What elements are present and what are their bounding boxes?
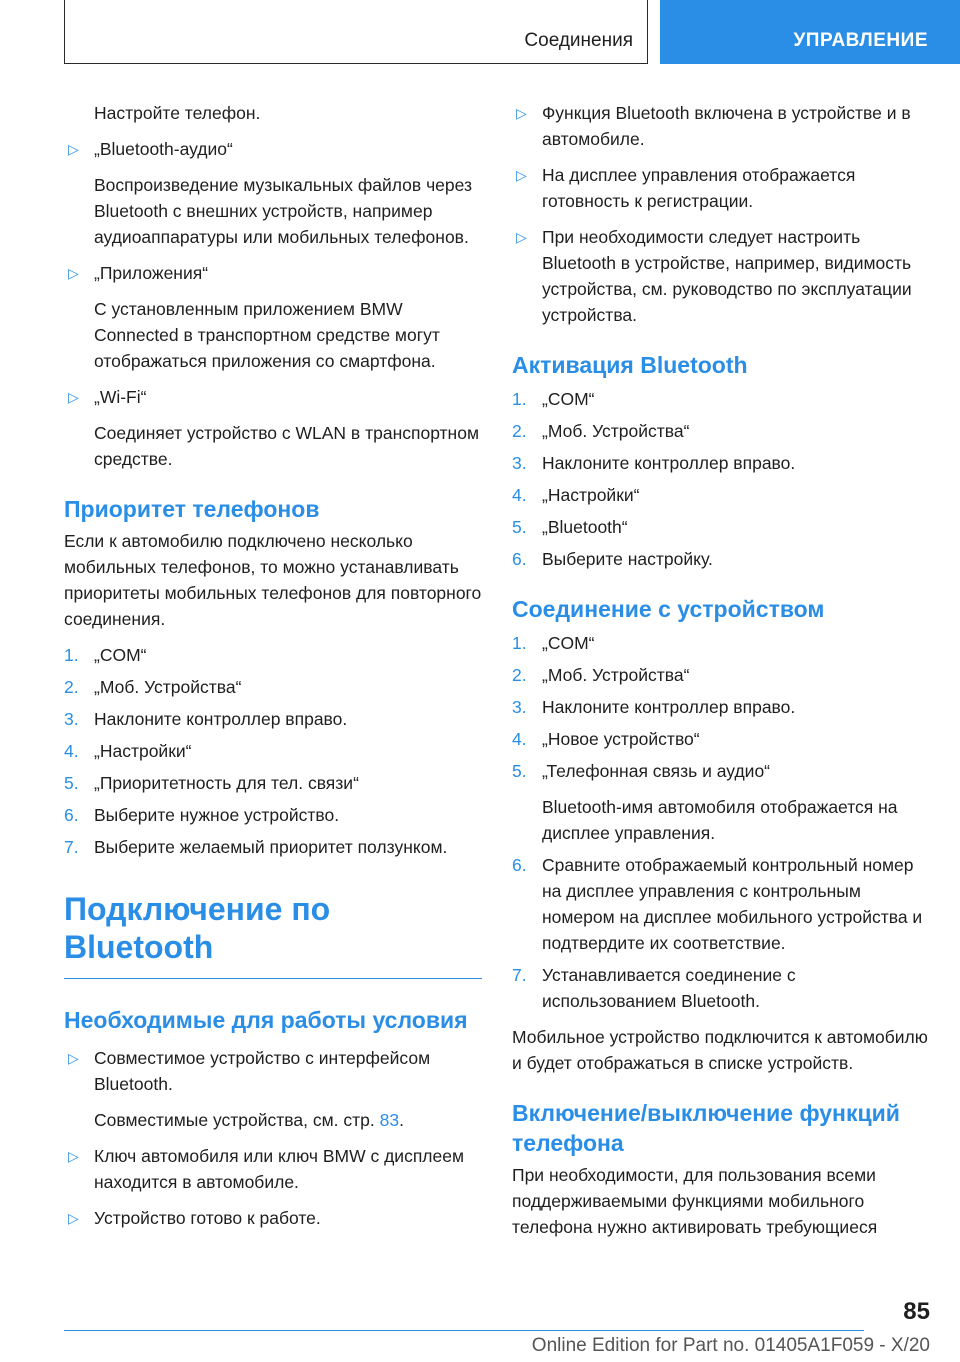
triangle-bullet-icon: ▷ (68, 389, 79, 405)
right-column (512, 100, 932, 1240)
list-item (512, 514, 932, 540)
list-item (512, 962, 932, 1014)
compat-text: Совместимые устройства, см. стр. (94, 1110, 375, 1130)
option-label: „Wi-Fi“ (94, 387, 147, 407)
step-text: „Приоритетность для тел. связи“ (94, 773, 359, 793)
header-chapter-tab (660, 0, 960, 64)
list-item (64, 802, 482, 828)
step-number: 2. (512, 665, 527, 685)
option-desc: Соединяет устройство с WLAN в транспортном средстве. (94, 423, 479, 469)
page-number: 85 (903, 1298, 930, 1325)
toggle-heading: Включение/выключение функций телефона (512, 1100, 900, 1156)
step-text: Выберите настройку. (542, 549, 713, 569)
triangle-bullet-icon: ▷ (516, 167, 527, 183)
list-item (64, 260, 482, 374)
step-number: 1. (64, 645, 79, 665)
step-number: 5. (512, 761, 527, 781)
step-number: 3. (64, 709, 79, 729)
step-number: 4. (512, 485, 527, 505)
intro-text: Настройте телефон. (94, 103, 261, 123)
step-text: „Настройки“ (94, 741, 192, 761)
step-number: 5. (64, 773, 79, 793)
list-item (64, 1045, 482, 1133)
step-text: Наклоните контроллер вправо. (94, 709, 348, 729)
step-text: Устанавливается соединение с использованием Bluetooth. (542, 965, 796, 1011)
list-item (512, 726, 932, 752)
step-text: Наклоните контроллер вправо. (542, 453, 796, 473)
priority-text: Если к автомобилю подключено несколько мобильных телефонов, то можно устанавливать приоритеты мобильных телефонов для повторного соединения. (64, 531, 482, 629)
step-text: „COM“ (542, 389, 595, 409)
list-item (64, 1205, 482, 1231)
step-number: 1. (512, 389, 527, 409)
step-text: „Моб. Устройства“ (94, 677, 242, 697)
main-heading (64, 890, 482, 979)
connect-result: Мобильное устройство подключится к автомобилю и будет отображаться в списке устройств. (512, 1027, 928, 1073)
list-item (512, 162, 932, 214)
step-number: 4. (64, 741, 79, 761)
list-item (512, 852, 932, 956)
list-item (512, 100, 932, 152)
list-item (64, 136, 482, 250)
list-item (512, 694, 932, 720)
requirement-text: Устройство готово к работе. (94, 1208, 321, 1228)
connect-heading: Соединение с устройством (512, 596, 825, 622)
list-item (64, 642, 482, 668)
activation-steps (512, 386, 932, 572)
list-item (64, 738, 482, 764)
step-text: Выберите нужное устройство. (94, 805, 340, 825)
step-text: „Bluetooth“ (542, 517, 628, 537)
page-link[interactable]: 83 (379, 1110, 400, 1130)
step-text: „COM“ (542, 633, 595, 653)
requirement-text: Совместимое устройство с интерфейсом Bluetooth. (94, 1048, 431, 1094)
toggle-text: При необходимости, для пользования всеми поддерживаемыми функциями мобильного телефона нужно активировать требующиеся (512, 1165, 878, 1237)
requirement-text: На дисплее управления отображается готовность к регистрации. (542, 165, 856, 211)
step-number: 5. (512, 517, 527, 537)
header-section-title: Соединения (524, 30, 633, 51)
main-heading-line-2: Bluetooth (64, 929, 214, 965)
step-number: 7. (512, 965, 527, 985)
footer-text: Online Edition for Part no. 01405A1F059 - X/20 (531, 1335, 930, 1356)
list-item (512, 386, 932, 412)
triangle-bullet-icon: ▷ (68, 1050, 79, 1066)
option-label: „Приложения“ (94, 263, 209, 283)
list-item (64, 384, 482, 472)
list-item (512, 224, 932, 328)
triangle-bullet-icon: ▷ (68, 1148, 79, 1164)
list-item (64, 674, 482, 700)
header-chapter-title: УПРАВЛЕНИЕ (793, 30, 928, 51)
list-item (512, 418, 932, 444)
footer-divider (64, 1330, 864, 1331)
triangle-bullet-icon: ▷ (516, 105, 527, 121)
step-number: 2. (512, 421, 527, 441)
step-text: „COM“ (94, 645, 147, 665)
step-number: 4. (512, 729, 527, 749)
requirements-heading: Необходимые для работы условия (64, 1007, 468, 1033)
step-text: Сравните отображаемый контрольный номер на дисплее управления с контрольным номером на дисплее мобильного устройства и подтвердите их соответствие. (542, 855, 923, 953)
step-text: „Настройки“ (542, 485, 640, 505)
priority-heading: Приоритет телефонов (64, 496, 320, 522)
list-item (64, 834, 482, 860)
triangle-bullet-icon: ▷ (68, 141, 79, 157)
activation-heading: Активация Bluetooth (512, 352, 748, 378)
main-heading-line-1: Подключение по (64, 891, 331, 927)
compat-end: . (399, 1110, 404, 1130)
connect-steps (512, 630, 932, 1014)
step-text: „Новое устройство“ (542, 729, 700, 749)
requirement-text: При необходимости следует настроить Bluetooth в устройстве, например, видимость устройства, см. руководство по эксплуатации устройства. (542, 227, 912, 325)
list-item (512, 546, 932, 572)
list-item (512, 482, 932, 508)
step-number: 3. (512, 453, 527, 473)
step-number: 6. (512, 855, 527, 875)
option-desc: Воспроизведение музыкальных файлов через Bluetooth с внешних устройств, например аудиоаппаратуры или мобильных телефонов. (94, 175, 473, 247)
list-item (64, 770, 482, 796)
step-text: Наклоните контроллер вправо. (542, 697, 796, 717)
step-number: 6. (512, 549, 527, 569)
list-item (512, 758, 932, 846)
step-number: 6. (64, 805, 79, 825)
step-text: Выберите желаемый приоритет ползунком. (94, 837, 448, 857)
list-item (64, 706, 482, 732)
step-text: „Моб. Устройства“ (542, 665, 690, 685)
list-item (64, 1143, 482, 1195)
step-number: 3. (512, 697, 527, 717)
requirement-text: Ключ автомобиля или ключ BMW с дисплеем находится в автомобиле. (94, 1146, 465, 1192)
step-note: Bluetooth-имя автомобиля отображается на дисплее управления. (542, 797, 898, 843)
priority-steps (64, 642, 482, 860)
header-section-tab (64, 0, 648, 64)
option-label: „Bluetooth-аудио“ (94, 139, 233, 159)
left-column (64, 100, 482, 1231)
option-desc: С установленным приложением BMW Connected в транспортном средстве могут отображаться приложения со смартфона. (94, 299, 440, 371)
step-number: 7. (64, 837, 79, 857)
triangle-bullet-icon: ▷ (516, 229, 527, 245)
step-number: 2. (64, 677, 79, 697)
step-text: „Телефонная связь и аудио“ (542, 761, 771, 781)
list-item (512, 662, 932, 688)
list-item (512, 450, 932, 476)
step-number: 1. (512, 633, 527, 653)
compat-note (94, 1107, 482, 1133)
list-item (512, 630, 932, 656)
step-text: „Моб. Устройства“ (542, 421, 690, 441)
triangle-bullet-icon: ▷ (68, 1210, 79, 1226)
triangle-bullet-icon: ▷ (68, 265, 79, 281)
requirement-text: Функция Bluetooth включена в устройстве и в автомобиле. (542, 103, 911, 149)
